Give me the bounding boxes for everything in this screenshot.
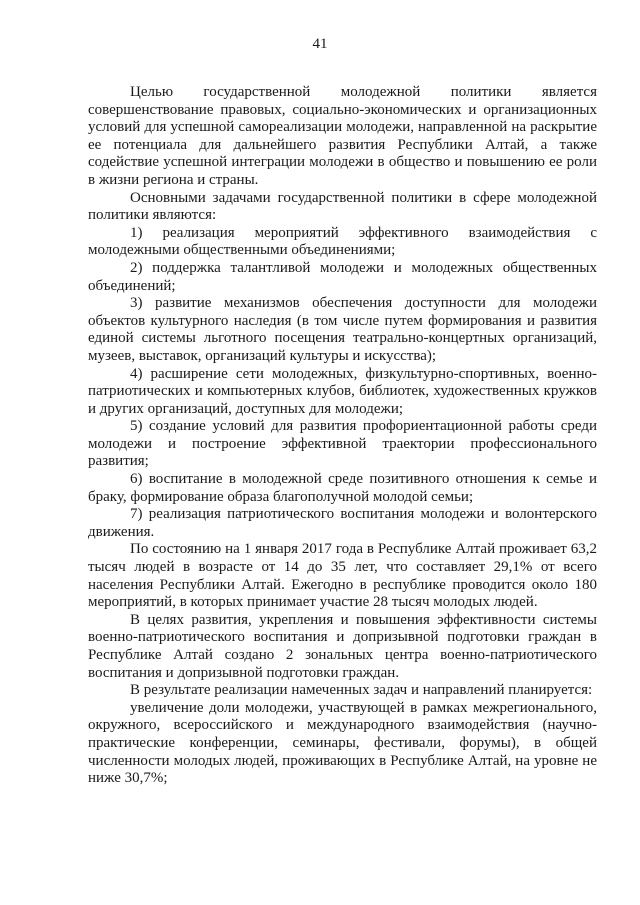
paragraph-youth-share-target: увеличение доли молодежи, участвующей в рамках межрегионального, окружного, всероссийского и международного взаимодействия (научно-практические конференции, семинары, фестивали, форумы), в общей численности молодых людей, проживающих в Республике Алтай, на уровне не ниже 30,7%; [88, 699, 597, 787]
list-item-task-5: 5) создание условий для развития профориентационной работы среди молодежи и построение эффективной траектории профессионального развития; [88, 418, 597, 470]
page-number: 41 [312, 36, 328, 52]
list-item-task-7: 7) реализация патриотического воспитания молодежи и волонтерского движения. [88, 506, 597, 540]
list-item-task-4: 4) расширение сети молодежных, физкультурно-спортивных, военно-патриотических и компьютерных клубов, библиотек, художественных кружков и других организаций, доступных для молодежи; [88, 365, 597, 417]
list-item-task-6: 6) воспитание в молодежной среде позитивного отношения к семье и браку, формирование образа благополучной молодой семьи; [88, 471, 597, 505]
document-body [88, 84, 597, 788]
paragraph-main-tasks-intro: Основными задачами государственной политики в сфере молодежной политики являются: [88, 189, 597, 224]
list-item-task-3: 3) развитие механизмов обеспечения доступности для молодежи объектов культурного наследия (в том числе путем формирования и развития единой системы льготного посещения театрально-концертных организаций, музеев, выставок, организаций культуры и искусства); [88, 295, 597, 364]
paragraph-population-stats: По состоянию на 1 января 2017 года в Республике Алтай проживает 63,2 тысяч людей в возрасте от 14 до 35 лет, что составляет 29,1% от всего населения Республики Алтай. Ежегодно в республике проводится около 180 мероприятий, в которых принимает участие 28 тысяч молодых людей. [88, 541, 597, 611]
list-item-task-1: 1) реализация мероприятий эффективного взаимодействия с молодежными общественными объединениями; [88, 224, 597, 259]
paragraph-military-patriotic: В целях развития, укрепления и повышения эффективности системы военно-патриотического воспитания и допризывной подготовки граждан в Республике Алтай создано 2 зональных центра военно-патриотического воспитания и допризывной подготовки граждан. [88, 611, 597, 681]
paragraph-planned-results-intro: В результате реализации намеченных задач и направлений планируется: [130, 682, 593, 699]
list-item-task-2: 2) поддержка талантливой молодежи и молодежных общественных объединений; [88, 259, 597, 294]
paragraph-policy-goal: Целью государственной молодежной политики является совершенствование правовых, социально-экономических и организационных условий для успешной самореализации молодежи, направленной на раскрытие ее потенциала для дальнейшего развития Республики Алтай, а также содействие успешной интеграции молодежи в общество и повышению ее роли в жизни региона и страны. [88, 84, 597, 188]
